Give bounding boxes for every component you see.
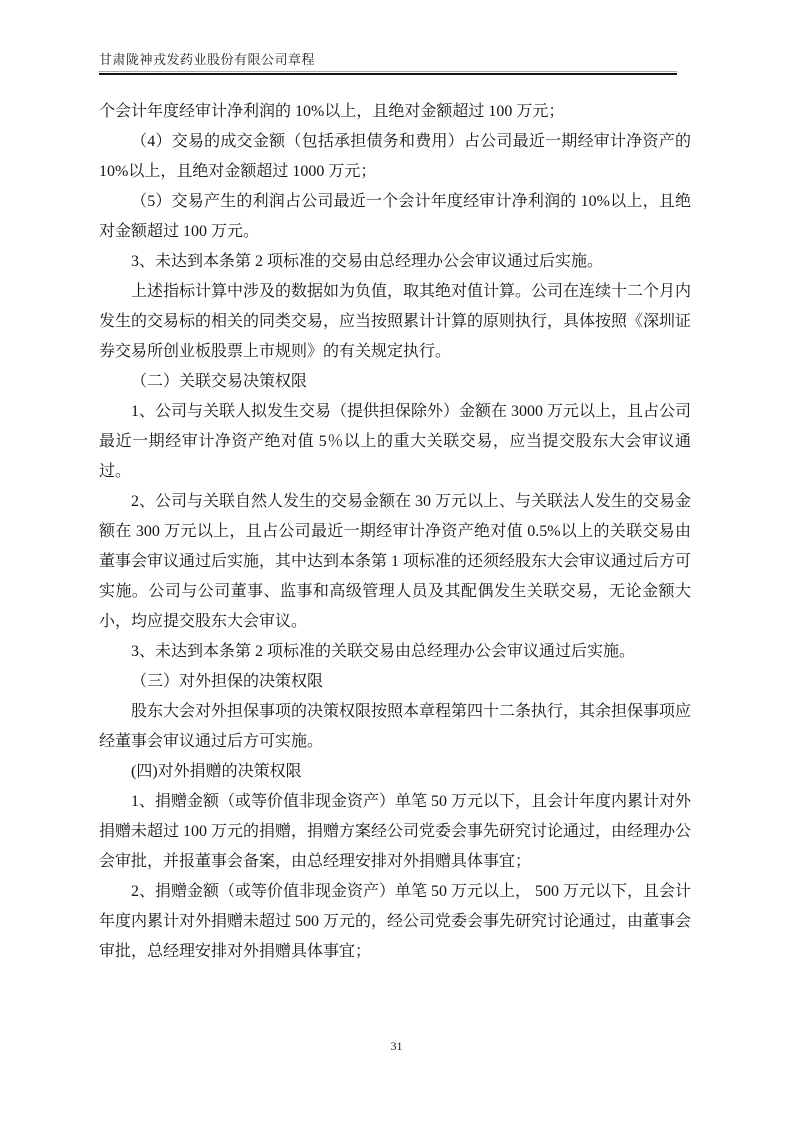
paragraph: 个会计年度经审计净利润的 10%以上，且绝对金额超过 100 万元； — [99, 103, 565, 120]
header-title: 甘肃陇神戎发药业股份有限公司章程 — [99, 52, 316, 67]
page-number: 31 — [390, 1039, 403, 1053]
paragraph: 1、公司与关联人拟发生交易（提供担保除外）金额在 3000 万元以上，且占公司最近一期经审计净资产绝对值 5％以上的重大关联交易，应当提交股东大会审议通过。 — [99, 403, 692, 480]
paragraph: （4）交易的成交金额（包括承担债务和费用）占公司最近一期经审计净资产的 10%以上，且绝对金额超过 1000 万元； — [99, 133, 691, 180]
paragraph: 3、未达到本条第 2 项标准的交易由总经理办公会审议通过后实施。 — [131, 253, 604, 270]
header-rule — [99, 71, 677, 75]
paragraph: （二）关联交易决策权限 — [131, 373, 308, 390]
paragraph: 3、未达到本条第 2 项标准的关联交易由总经理办公会审议通过后实施。 — [131, 643, 636, 660]
paragraph: （5）交易产生的利润占公司最近一个会计年度经审计净利润的 10%以上，且绝对金额超过 100 万元。 — [99, 193, 691, 240]
page-header — [99, 52, 677, 75]
paragraph: 上述指标计算中涉及的数据如为负值，取其绝对值计算。公司在连续十二个月内发生的交易标的相关的同类交易，应当按照累计计算的原则执行，具体按照《深圳证券交易所创业板股票上市规则》的有关规定执行。 — [99, 283, 692, 360]
paragraph: 2、捐赠金额（或等价值非现金资产）单笔 50 万元以上， 500 万元以下，且会计年度内累计对外捐赠未超过 500 万元的，经公司党委会事先研究讨论通过，由董事会审批，总经理安排对外捐赠具体事宜； — [99, 883, 692, 960]
paragraph: (四)对外捐赠的决策权限 — [131, 763, 302, 780]
paragraph: （三）对外担保的决策权限 — [131, 673, 324, 690]
page-footer — [0, 1037, 793, 1055]
document-body — [99, 97, 691, 967]
paragraph: 1、捐赠金额（或等价值非现金资产）单笔 50 万元以下，且会计年度内累计对外捐赠未超过 100 万元的捐赠，捐赠方案经公司党委会事先研究讨论通过，由经理办公会审批，并报董事会备案，由总经理安排对外捐赠具体事宜； — [99, 793, 692, 870]
paragraph: 股东大会对外担保事项的决策权限按照本章程第四十二条执行，其余担保事项应经董事会审议通过后方可实施。 — [99, 703, 692, 750]
paragraph: 2、公司与关联自然人发生的交易金额在 30 万元以上、与关联法人发生的交易金额在 300 万元以上，且占公司最近一期经审计净资产绝对值 0.5%以上的关联交易由董事会审议通过后实施，其中达到本条第 1 项标准的还须经股东大会审议通过后方可实施。公司与公司董事、监事和高级管理人员及其配偶发生关联交易，无论金额大小，均应提交股东大会审议。 — [99, 493, 692, 630]
